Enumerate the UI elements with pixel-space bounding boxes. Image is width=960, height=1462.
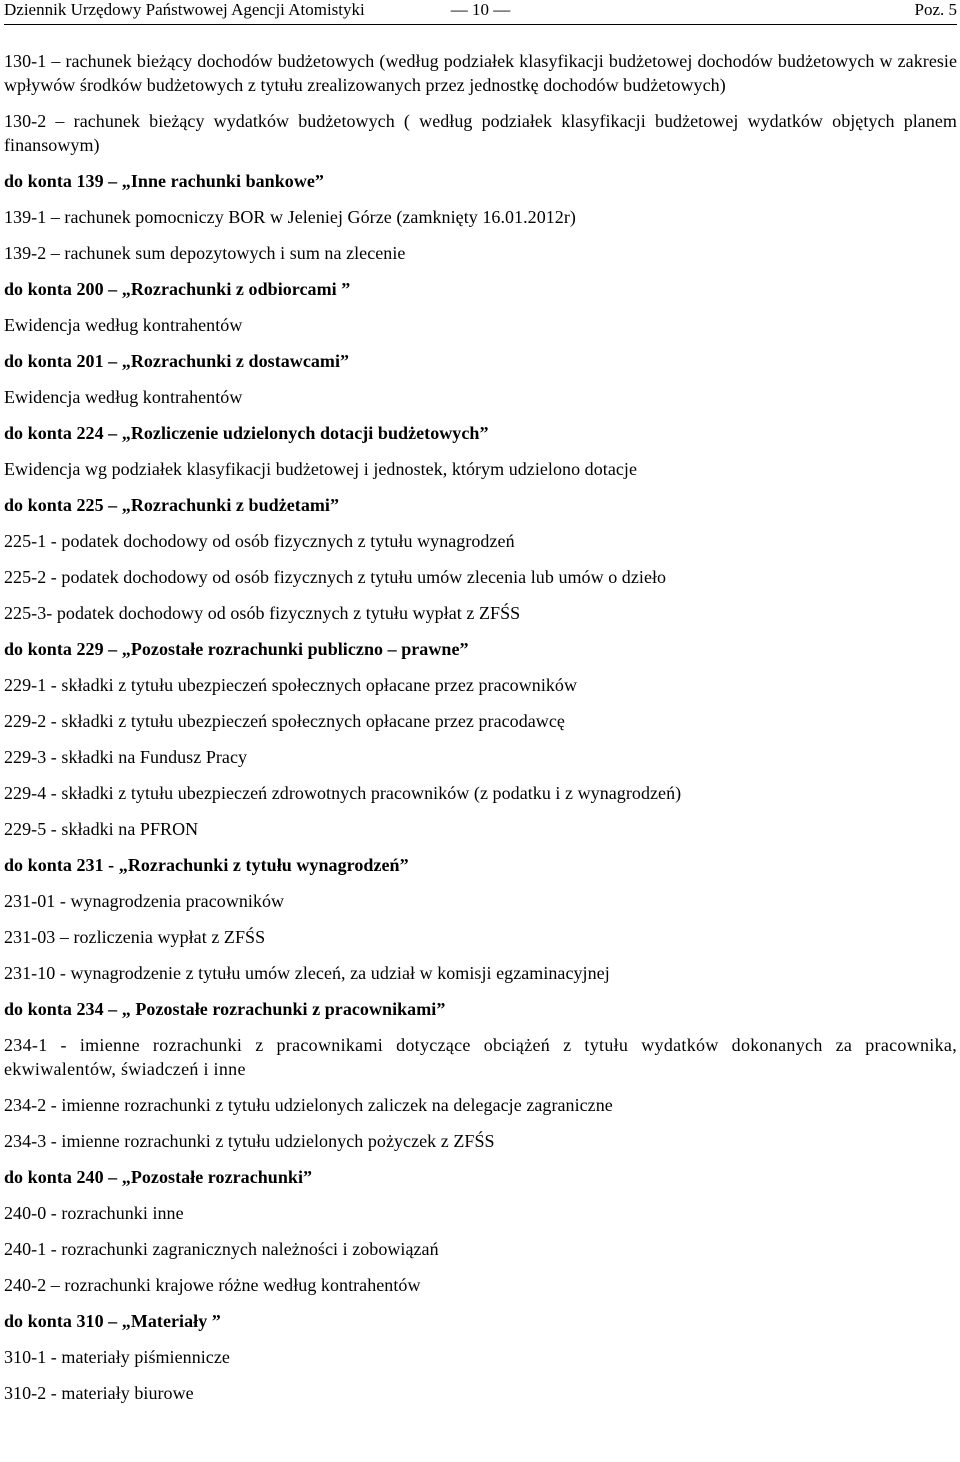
- section-heading: do konta 234 – „ Pozostałe rozrachunki z pracownikami”: [4, 999, 446, 1019]
- page-header: [4, 0, 957, 25]
- paragraph: 234-2 - imienne rozrachunki z tytułu udzielonych zaliczek na delegacje zagraniczne: [4, 1095, 613, 1115]
- paragraph: 139-1 – rachunek pomocniczy BOR w Jeleniej Górze (zamknięty 16.01.2012r): [4, 207, 576, 227]
- paragraph: 231-01 - wynagrodzenia pracowników: [4, 891, 285, 911]
- section-heading: do konta 225 – „Rozrachunki z budżetami”: [4, 495, 340, 515]
- paragraph: 229-5 - składki na PFRON: [4, 819, 199, 839]
- paragraph: 225-2 - podatek dochodowy od osób fizycznych z tytułu umów zlecenia lub umów o dzieło: [4, 567, 667, 587]
- paragraph: 231-03 – rozliczenia wypłat z ZFŚS: [4, 927, 266, 947]
- paragraph: 231-10 - wynagrodzenie z tytułu umów zleceń, za udział w komisji egzaminacyjnej: [4, 963, 610, 983]
- section-heading: do konta 201 – „Rozrachunki z dostawcami”: [4, 351, 350, 371]
- section-heading: do konta 310 – „Materiały ”: [4, 1311, 221, 1331]
- paragraph: 310-2 - materiały biurowe: [4, 1383, 194, 1403]
- paragraph: 225-3- podatek dochodowy od osób fizycznych z tytułu wypłat z ZFŚS: [4, 603, 521, 623]
- section-heading: do konta 229 – „Pozostałe rozrachunki publiczno – prawne”: [4, 639, 469, 659]
- paragraph: 310-1 - materiały piśmiennicze: [4, 1347, 230, 1367]
- document-body: [4, 25, 957, 1405]
- section-heading: do konta 224 – „Rozliczenie udzielonych dotacji budżetowych”: [4, 423, 489, 443]
- paragraph: 229-2 - składki z tytułu ubezpieczeń społecznych opłacane przez pracodawcę: [4, 711, 565, 731]
- journal-title: Dziennik Urzędowy Państwowej Agencji Atomistyki: [4, 0, 365, 19]
- paragraph: 229-3 - składki na Fundusz Pracy: [4, 747, 248, 767]
- section-heading: do konta 139 – „Inne rachunki bankowe”: [4, 171, 324, 191]
- paragraph: Ewidencja wg podziałek klasyfikacji budżetowej i jednostek, którym udzielono dotacje: [4, 459, 638, 479]
- paragraph: 240-2 – rozrachunki krajowe różne według kontrahentów: [4, 1275, 421, 1295]
- paragraph: 234-3 - imienne rozrachunki z tytułu udzielonych pożyczek z ZFŚS: [4, 1131, 495, 1151]
- paragraph: Ewidencja według kontrahentów: [4, 387, 243, 407]
- paragraph: 229-4 - składki z tytułu ubezpieczeń zdrowotnych pracowników (z podatku i z wynagrodzeń): [4, 783, 682, 803]
- paragraph: 225-1 - podatek dochodowy od osób fizycznych z tytułu wynagrodzeń: [4, 531, 515, 551]
- paragraph: 229-1 - składki z tytułu ubezpieczeń społecznych opłacane przez pracowników: [4, 675, 578, 695]
- position-number: Poz. 5: [914, 0, 957, 19]
- paragraph: 240-1 - rozrachunki zagranicznych należności i zobowiązań: [4, 1239, 439, 1259]
- section-heading: do konta 240 – „Pozostałe rozrachunki”: [4, 1167, 313, 1187]
- section-heading: do konta 200 – „Rozrachunki z odbiorcami ”: [4, 279, 351, 299]
- paragraph: 234-1 - imienne rozrachunki z pracownikami dotyczące obciążeń z tytułu wydatków dokonanych za pracownika, ekwiwalentów, świadczeń i inne: [4, 1035, 957, 1079]
- paragraph: 240-0 - rozrachunki inne: [4, 1203, 184, 1223]
- paragraph: 130-1 – rachunek bieżący dochodów budżetowych (według podziałek klasyfikacji budżetowej dochodów budżetowych w zakresie wpływów środków budżetowych z tytułu zrealizowanych przez jednostkę dochodów budżetowych): [4, 51, 957, 95]
- paragraph: 139-2 – rachunek sum depozytowych i sum na zlecenie: [4, 243, 406, 263]
- paragraph: 130-2 – rachunek bieżący wydatków budżetowych ( według podziałek klasyfikacji budżetowej wydatków objętych planem finansowym): [4, 111, 957, 155]
- page-number: — 10 —: [450, 0, 511, 19]
- paragraph: Ewidencja według kontrahentów: [4, 315, 243, 335]
- section-heading: do konta 231 - „Rozrachunki z tytułu wynagrodzeń”: [4, 855, 409, 875]
